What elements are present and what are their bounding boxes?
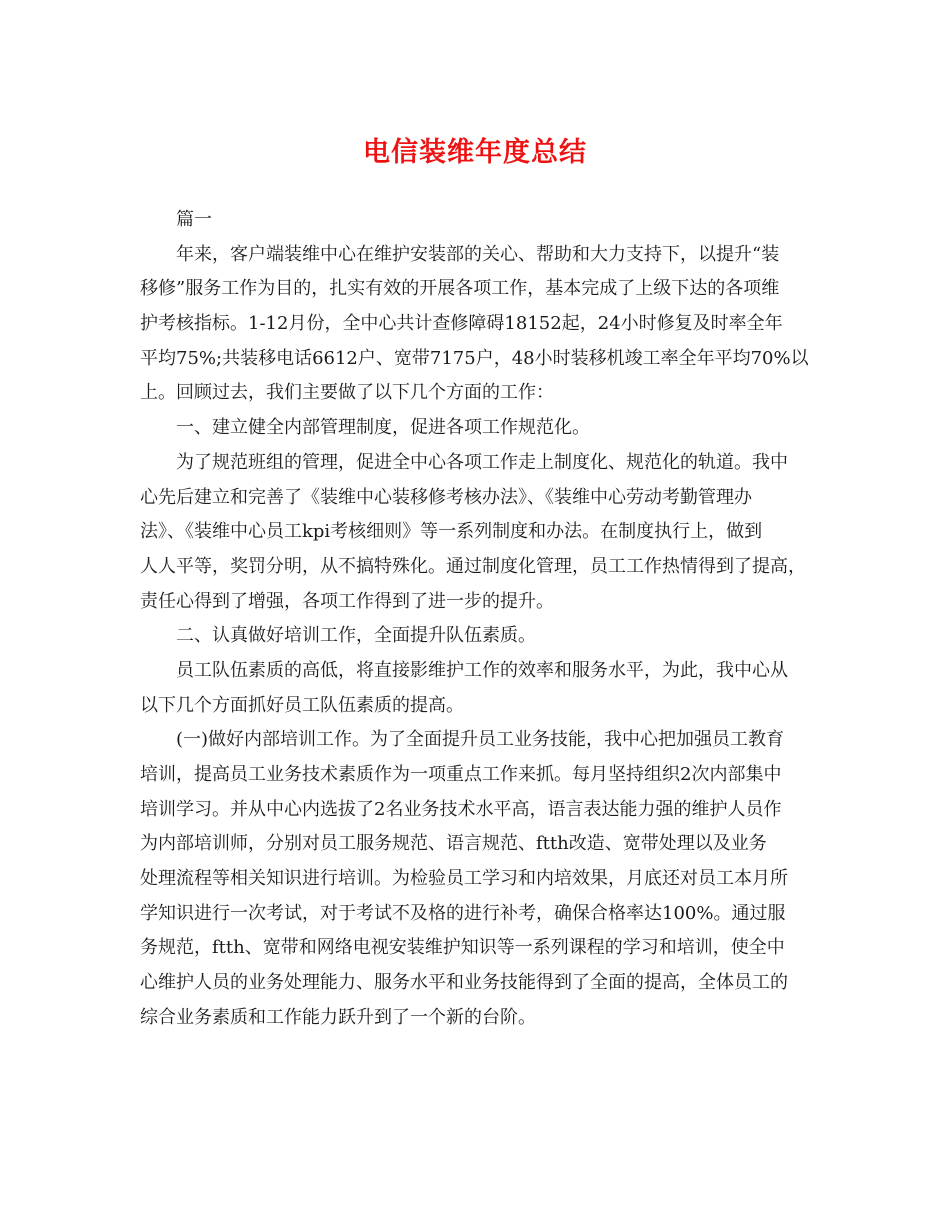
text-line: 平均75%;共装移电话6612户、宽带7175户，48小时装移机竣工率全年平均70%以 [140,347,809,369]
text-line: 人人平等，奖罚分明，从不搞特殊化。通过制度化管理，员工工作热情得到了提高， [140,555,806,577]
text-line: (一)做好内部培训工作。为了全面提升员工业务技能，我中心把加强员工教育 [176,729,785,751]
text-line: 心维护人员的业务处理能力、服务水平和业务技能得到了全面的提高，全体员工的 [140,972,788,994]
text-line: 法》、《装维中心员工kpi考核细则》等一系列制度和办法。在制度执行上，做到 [140,521,763,543]
text-line: 移修”服务工作为目的，扎实有效的开展各项工作，基本完成了上级下达的各项维 [140,278,780,300]
text-line: 篇一 [176,209,212,230]
text-line: 培训，提高员工业务技术素质作为一项重点工作来抓。每月坚持组织2次内部集中 [140,764,782,785]
text-line: 为了规范班组的管理，促进全中心各项工作走上制度化、规范化的轨道。我中 [176,451,788,473]
text-line: 二、认真做好培训工作，全面提升队伍素质。 [176,625,536,647]
text-line: 责任心得到了增强，各项工作得到了进一步的提升。 [140,590,554,612]
text-line: 培训学习。并从中心内选拔了2名业务技术水平高，语言表达能力强的维护人员作 [140,798,782,820]
document-title: 电信装维年度总结 [363,137,587,168]
document-body [140,203,820,1036]
text-line: 以下几个方面抓好员工队伍素质的提高。 [140,694,464,716]
text-line: 综合业务素质和工作能力跃升到了一个新的台阶。 [140,1006,536,1028]
text-line: 为内部培训师，分别对员工服务规范、语言规范、ftth改造、宽带处理以及业务 [140,833,767,855]
text-line: 员工队伍素质的高低，将直接影维护工作的效率和服务水平，为此，我中心从 [176,659,788,681]
text-line: 心先后建立和完善了《装维中心装移修考核办法》、《装维中心劳动考勤管理办 [140,486,752,508]
text-line: 处理流程等相关知识进行培训。为检验员工学习和内培效果，月底还对员工本月所 [140,868,788,890]
text-line: 学知识进行一次考试，对于考试不及格的进行补考，确保合格率达100%。通过服 [140,902,786,924]
text-line: 护考核指标。1-12月份，全中心共计查修障碍18152起，24小时修复及时率全年 [140,313,783,335]
text-line: 务规范，ftth、宽带和网络电视安装维护知识等一系列课程的学习和培训，使全中 [140,937,785,959]
text-line: 一、建立健全内部管理制度，促进各项工作规范化。 [176,417,590,439]
text-line: 年来，客户端装维中心在维护安装部的关心、帮助和大力支持下，以提升“装 [176,243,780,265]
text-line: 上。回顾过去，我们主要做了以下几个方面的工作： [140,382,554,404]
